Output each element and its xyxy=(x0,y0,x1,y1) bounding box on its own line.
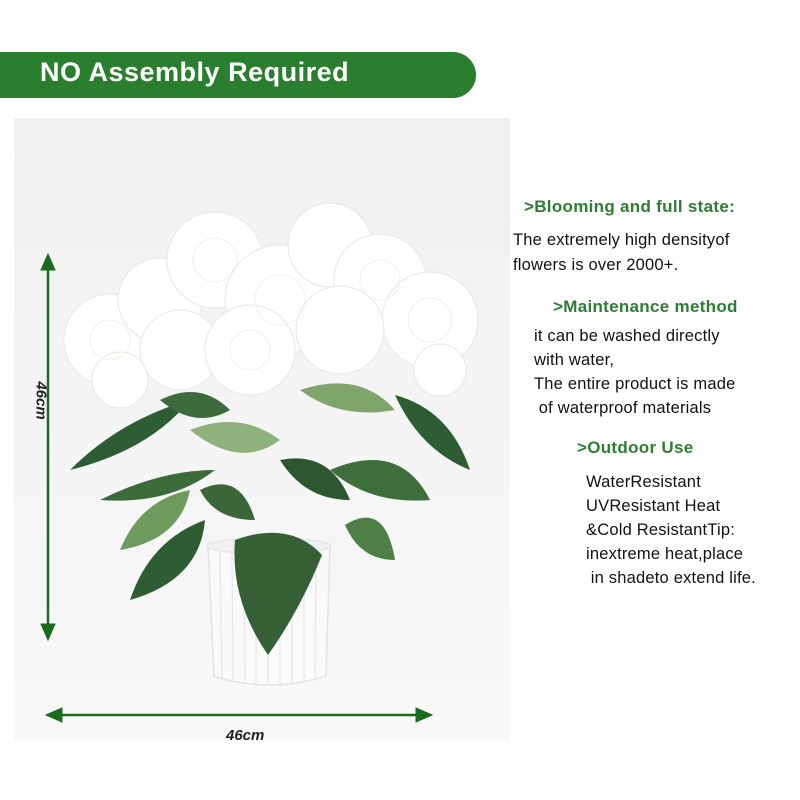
feature-text-line: The extremely high densityof xyxy=(513,231,730,249)
feature-text-line: of waterproof materials xyxy=(534,399,712,417)
width-dimension-arrow xyxy=(46,708,432,722)
banner-title: NO Assembly Required xyxy=(40,57,350,87)
feature-text-line: flowers is over 2000+. xyxy=(513,256,679,274)
flowers xyxy=(64,203,478,408)
feature-text-line: with water, xyxy=(534,351,615,369)
feature-text-line: The entire product is made xyxy=(534,375,736,393)
feature-text-line: &Cold ResistantTip: xyxy=(586,521,735,539)
feature-text-line: in shadeto extend life. xyxy=(586,569,756,587)
height-dimension-arrow xyxy=(41,254,55,640)
feature-text-line: UVResistant Heat xyxy=(586,497,721,515)
leaves xyxy=(70,383,470,655)
feature-text-line: inextreme heat,place xyxy=(586,545,744,563)
feature-text-line: it can be washed directly xyxy=(534,327,720,345)
height-label: 46cm xyxy=(32,381,50,420)
width-label: 46cm xyxy=(226,727,265,744)
feature-heading-maintenance: >Maintenance method xyxy=(553,297,738,316)
feature-heading-outdoor: >Outdoor Use xyxy=(577,438,694,457)
feature-text-line: WaterResistant xyxy=(586,473,701,491)
feature-heading-blooming: >Blooming and full state: xyxy=(524,197,736,216)
